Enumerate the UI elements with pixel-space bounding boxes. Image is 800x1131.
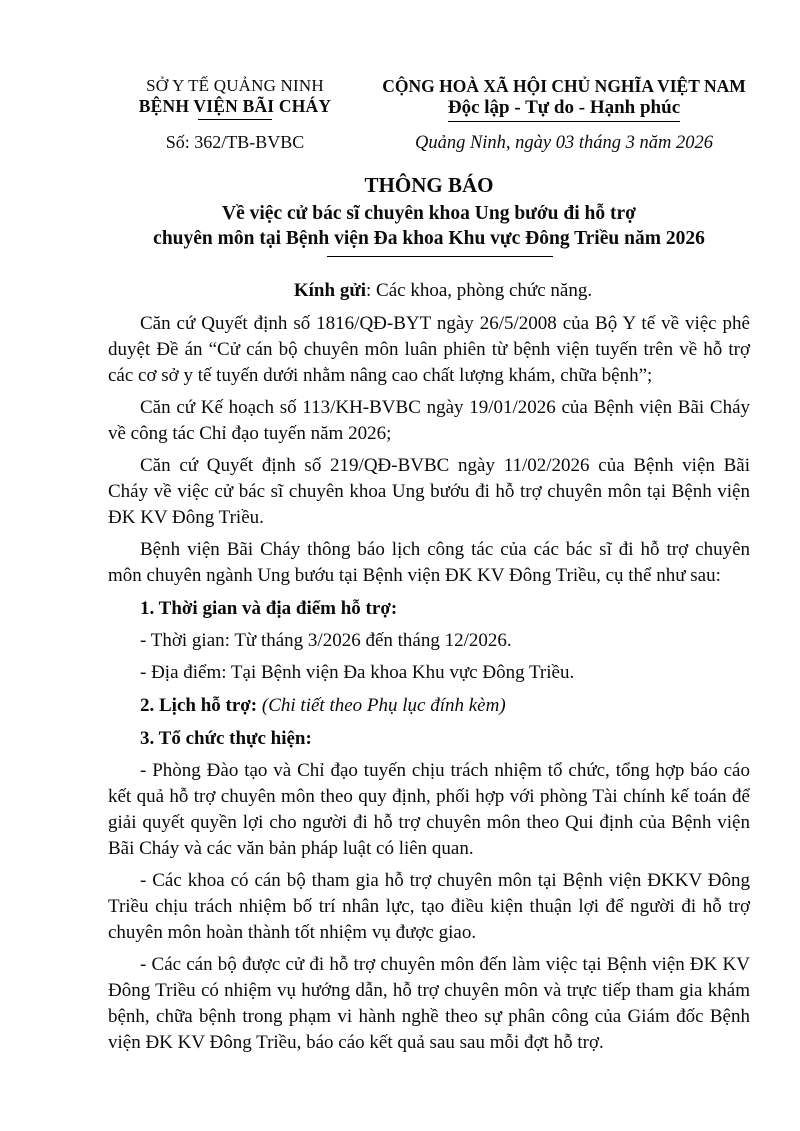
- national-motto: CỘNG HOÀ XÃ HỘI CHỦ NGHĨA VIỆT NAM: [382, 76, 746, 96]
- issuer-block: [85, 76, 385, 152]
- section-2-heading: [108, 693, 750, 719]
- document-body: [108, 172, 750, 1056]
- salutation: [122, 278, 764, 304]
- issuer-underline: [198, 119, 272, 120]
- place-dateline: Quảng Ninh, ngày 03 tháng 3 năm 2026: [414, 133, 714, 153]
- legal-basis-paragraph-2: Căn cứ Kế hoạch số 113/KH-BVBC ngày 19/01/2026 của Bệnh viện Bãi Cháy về công tác Chỉ đạo tuyến năm 2026;: [108, 397, 750, 444]
- section-3-paragraph-1: - Phòng Đào tạo và Chỉ đạo tuyến chịu trách nhiệm tổ chức, tổng hợp báo cáo kết quả hỗ trợ chuyên môn theo quy định, phối hợp với phòng Tài chính kế toán để giải quyết quyền lợi cho người đi hỗ trợ chuyên môn theo Qui định của Bệnh viện Bãi Cháy và các văn bản pháp luật có liên quan.: [108, 760, 750, 859]
- legal-basis-paragraph-3: Căn cứ Quyết định số 219/QĐ-BVBC ngày 11/02/2026 của Bệnh viện Bãi Cháy về việc cử bác sĩ chuyên khoa Ung bướu đi hỗ trợ chuyên môn tại Bệnh viện ĐK KV Đông Triều.: [108, 455, 750, 528]
- salutation-label: Kính gửi: [293, 280, 366, 301]
- section-1-heading: 1. Thời gian và địa điểm hỗ trợ:: [140, 598, 398, 619]
- document-number: Số: 362/TB-BVBC: [165, 132, 305, 152]
- salutation-recipients: : Các khoa, phòng chức năng.: [366, 280, 593, 301]
- body-text: [108, 311, 750, 1056]
- issuer-organization: BỆNH VIỆN BÃI CHÁY: [138, 96, 332, 116]
- announcement-paragraph: Bệnh viện Bãi Cháy thông báo lịch công tác của các bác sĩ đi hỗ trợ chuyên môn chuyên ngành Ung bướu tại Bệnh viện ĐK KV Đông Triều, cụ thể như sau:: [108, 539, 750, 586]
- national-slogan: Độc lập - Tự do - Hạnh phúc: [447, 97, 681, 118]
- section-3-paragraph-2: - Các khoa có cán bộ tham gia hỗ trợ chuyên môn tại Bệnh viện ĐKKV Đông Triều chịu trách nhiệm bố trí nhân lực, tạo điều kiện thuận lợi để người đi hỗ trợ chuyên môn hoàn thành tốt nhiệm vụ được giao.: [108, 870, 750, 943]
- subject-line-1: Về việc cử bác sĩ chuyên khoa Ung bướu đi hỗ trợ: [222, 203, 636, 224]
- title-block: [108, 172, 750, 257]
- issuer-department: SỞ Y TẾ QUẢNG NINH: [146, 76, 324, 95]
- slogan-underline: [448, 121, 680, 122]
- document-type-title: THÔNG BÁO: [364, 173, 494, 197]
- legal-basis-paragraph-1: Căn cứ Quyết định số 1816/QĐ-BYT ngày 26/5/2008 của Bộ Y tế về việc phê duyệt Đề án “Cử cán bộ chuyên môn luân phiên từ bệnh viện tuyến trên về hỗ trợ các cơ sở y tế tuyến dưới nhằm nâng cao chất lượng khám, chữa bệnh”;: [108, 313, 750, 386]
- section-1-item-place: - Địa điểm: Tại Bệnh viện Đa khoa Khu vực Đông Triều.: [140, 662, 575, 683]
- national-header-block: [378, 76, 750, 153]
- section-1-item-time: - Thời gian: Từ tháng 3/2026 đến tháng 12/2026.: [140, 630, 512, 651]
- section-3-heading: 3. Tổ chức thực hiện:: [140, 728, 312, 749]
- section-2-heading-label: 2. Lịch hỗ trợ:: [140, 695, 258, 716]
- subject-line-2: chuyên môn tại Bệnh viện Đa khoa Khu vực Đông Triều năm 2026: [153, 228, 705, 249]
- section-2-note: (Chi tiết theo Phụ lục đính kèm): [261, 695, 506, 716]
- section-3-paragraph-3: - Các cán bộ được cử đi hỗ trợ chuyên môn đến làm việc tại Bệnh viện ĐK KV Đông Triều có nhiệm vụ hướng dẫn, hỗ trợ chuyên môn và trực tiếp tham gia khám bệnh, chữa bệnh trong phạm vi hành nghề theo sự phân công của Giám đốc Bệnh viện ĐK KV Đông Triều, báo cáo kết quả sau sau mỗi đợt hỗ trợ.: [108, 954, 750, 1053]
- title-underline: [327, 256, 553, 257]
